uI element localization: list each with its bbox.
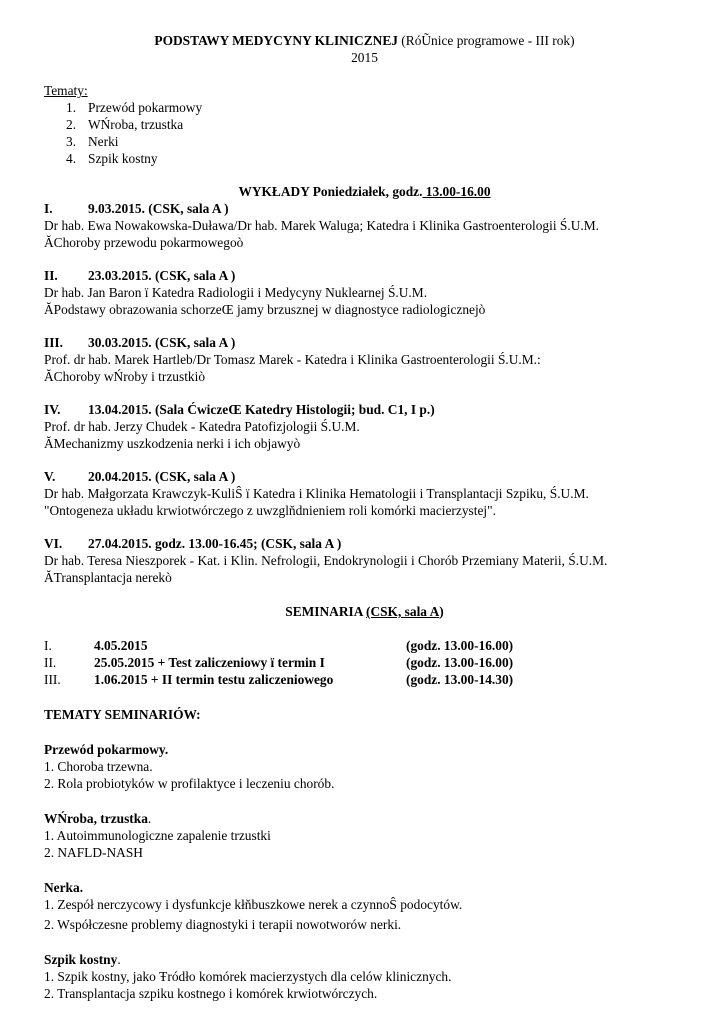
seminar-topic-item: 1. Choroba trzewna. (44, 759, 153, 774)
lecture-date: 23.03.2015. (CSK, sala A ) (88, 268, 236, 283)
seminar-topic-item: 1. Szpik kostny, jako Ŧródło komórek macierzystych dla celów klinicznych. (44, 969, 452, 984)
seminar-row (44, 637, 685, 654)
lecture-header (44, 334, 685, 351)
lecture-number: III. (44, 335, 63, 350)
seminar-time: (godz. 13.00-16.00) (406, 655, 514, 670)
lecture-lecturer: Dr hab. Teresa Nieszporek - Kat. i Klin. Nefrologii, Endokrynologii i Chorób Przemiany Materii, Ś.U.M. (44, 553, 608, 568)
lecture-topic: ĂPodstawy obrazowania schorzeŒ jamy brzusznej w diagnostyce radiologicznejò (44, 302, 486, 317)
seminars-schedule (44, 637, 685, 688)
lecture-entry (44, 535, 685, 586)
seminars-heading-room: A (429, 604, 440, 619)
seminar-topic-title-suffix: . (117, 952, 121, 967)
lecture-date: 9.03.2015. (CSK, sala A ) (88, 201, 229, 216)
seminar-number: III. (44, 672, 61, 687)
lecture-entry (44, 200, 685, 251)
lecture-header (44, 535, 685, 552)
lecture-header (44, 401, 685, 418)
lecture-entry (44, 401, 685, 452)
seminar-topic-item: 2. Rola probiotyków w profilaktyce i leczeniu chorób. (44, 776, 335, 791)
seminar-time: (godz. 13.00-16.00) (406, 638, 514, 653)
lecture-topic: ĂTransplantacja nerekò (44, 570, 172, 585)
topic-item (44, 150, 685, 167)
seminar-topic-title (44, 810, 685, 827)
title-main: PODSTAWY MEDYCYNY KLINICZNEJ (154, 33, 398, 48)
lecture-header (44, 468, 685, 485)
lecture-number: I. (44, 201, 53, 216)
lecture-date: 20.04.2015. (CSK, sala A ) (88, 469, 236, 484)
seminar-topic-item: 1. Autoimmunologiczne zapalenie trzustki (44, 828, 271, 843)
lecture-topic: ĂMechanizmy uszkodzenia nerki i ich objawyò (44, 436, 301, 451)
seminar-topic-title (44, 951, 685, 968)
topic-number: 1. (66, 100, 77, 115)
seminar-number: II. (44, 655, 57, 670)
topic-item (44, 99, 685, 116)
lecture-header (44, 267, 685, 284)
topic-number: 4. (66, 151, 77, 166)
seminar-topic-item: 2. Współczesne problemy diagnostyki i terapii nowotworów nerki. (44, 917, 402, 932)
lecture-lecturer: Dr hab. Małgorzata Krawczyk-KuliŜ ï Katedra i Klinika Hematologii i Transplantacji Szpiku, Ś.U.M. (44, 486, 589, 501)
seminars-heading-place: (CSK, sala (365, 604, 430, 619)
seminars-heading-label: SEMINARIA (285, 604, 366, 619)
seminar-date: 25.05.2015 + Test zaliczeniowy ï termin I (94, 655, 325, 670)
topics-label: Tematy: (44, 83, 88, 98)
title-subtitle: (RóŨnice programowe - III rok) (397, 33, 575, 48)
seminar-time: (godz. 13.00-14.30) (406, 672, 514, 687)
topic-item (44, 133, 685, 150)
lecture-entry (44, 468, 685, 519)
lecture-lecturer: Prof. dr hab. Marek Hartleb/Dr Tomasz Marek - Katedra i Klinika Gastroenterologii Ś.U.M.: (44, 352, 541, 367)
lecture-entry (44, 334, 685, 385)
lecture-date: 27.04.2015. godz. 13.00-16.45; (CSK, sala A ) (88, 536, 342, 551)
seminar-topic-title-text: WŃroba, trzustka (44, 811, 148, 826)
lecture-number: II. (44, 268, 58, 283)
lectures-heading-label: WYKŁADY Poniedziałek, godz. (238, 184, 423, 199)
seminar-topic-group (44, 741, 685, 792)
seminar-topic-item: 2. NAFLD-NASH (44, 845, 143, 860)
lecture-header (44, 200, 685, 217)
lecture-number: VI. (44, 536, 63, 551)
seminar-topic-group (44, 879, 685, 933)
seminar-topic-item: 2. Transplantacja szpiku kostnego i komórek krwiotwórczych. (44, 986, 378, 1001)
lecture-lecturer: Prof. dr hab. Jerzy Chudek - Katedra Patofizjologii Ś.U.M. (44, 419, 360, 434)
seminar-topic-group (44, 951, 685, 1002)
lecture-number: IV. (44, 402, 61, 417)
topic-text: Nerki (88, 134, 119, 149)
seminar-topic-group (44, 810, 685, 861)
lecture-lecturer: Dr hab. Jan Baron ï Katedra Radiologii i Medycyny Nuklearnej Ś.U.M. (44, 285, 428, 300)
topics-list (44, 99, 685, 167)
topic-number: 2. (66, 117, 77, 132)
topic-number: 3. (66, 134, 77, 149)
seminar-date: 1.06.2015 + II termin testu zaliczeniowego (94, 672, 334, 687)
seminar-row (44, 671, 685, 688)
seminars-heading-close: ) (439, 604, 444, 619)
seminars-heading (44, 603, 685, 620)
lecture-topic: ĂChoroby wŃroby i trzustkiò (44, 369, 206, 384)
seminar-date: 4.05.2015 (94, 638, 148, 653)
lecture-number: V. (44, 469, 56, 484)
seminar-number: I. (44, 638, 52, 653)
topic-text: Przewód pokarmowy (88, 100, 203, 115)
lecture-topic: "Ontogeneza układu krwiotwórczego z uwzglňdnieniem roli komórki macierzystej". (44, 503, 496, 518)
seminar-topic-title: Nerka. (44, 880, 84, 895)
seminar-topics-heading: TEMATY SEMINARIÓW: (44, 707, 201, 722)
document-year: 2015 (351, 50, 378, 65)
lecture-lecturer: Dr hab. Ewa Nowakowska-Duława/Dr hab. Marek Waluga; Katedra i Klinika Gastroenterologii Ś.U.M. (44, 218, 599, 233)
seminar-row (44, 654, 685, 671)
seminar-topic-title-text: Szpik kostny (44, 952, 118, 967)
lectures-heading (44, 183, 685, 200)
seminar-topic-title: Przewód pokarmowy. (44, 742, 169, 757)
topics-section (44, 82, 685, 167)
seminar-topic-title-suffix: . (147, 811, 152, 826)
lecture-entry (44, 267, 685, 318)
lecture-topic: ĂChoroby przewodu pokarmowegoò (44, 235, 244, 250)
lecture-date: 30.03.2015. (CSK, sala A ) (88, 335, 236, 350)
topic-text: WŃroba, trzustka (88, 117, 184, 132)
topic-item (44, 116, 685, 133)
lectures-heading-time: 13.00-16.00 (422, 184, 491, 199)
seminar-topic-item: 1. Zespół nerczycowy i dysfunkcje kłňbuszkowe nerek a czynnoŜ podocytów. (44, 897, 463, 912)
lecture-date: 13.04.2015. (Sala ĆwiczeŒ Katedry Histologii; bud. C1, I p.) (88, 402, 435, 417)
topic-text: Szpik kostny (88, 151, 158, 166)
document-title (44, 32, 685, 49)
